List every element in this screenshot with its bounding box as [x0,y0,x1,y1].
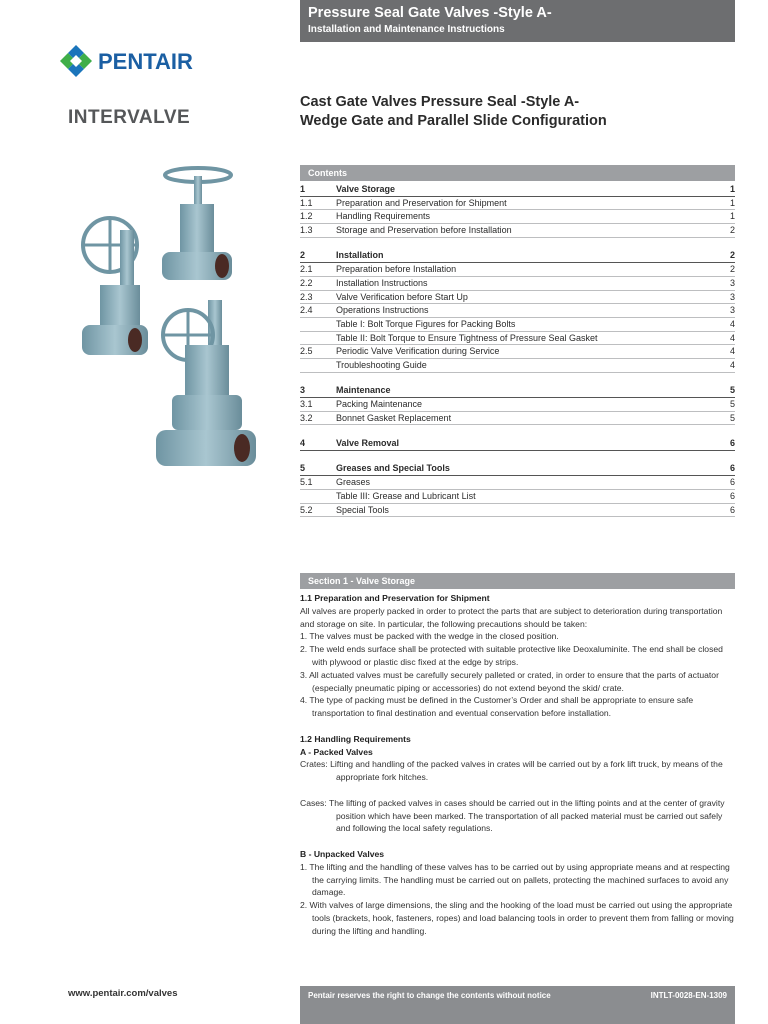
toc-num: 2.4 [300,305,313,316]
toc-page: 3 [729,305,735,316]
toc-item-row[interactable] [300,197,735,211]
toc-label: Valve Verification before Start Up [336,291,468,302]
toc-label: Preparation and Preservation for Shipment [336,197,507,208]
list-item: 2. With valves of large dimensions, the sling and the hooking of the load must be carried out using the appropriate tools (brackets, hook, fasteners, ropes) and load balancing tools in order to prevent them from falling or moving during the lifting and handling. [300,900,734,936]
toc-page: 6 [729,463,735,474]
toc-page: 2 [729,264,735,275]
gate-valve-icon [70,160,290,490]
toc-num: 2.1 [300,264,313,275]
toc-label: Maintenance [336,385,391,396]
logo-text: PENTAIR [98,49,193,74]
toc-item-row[interactable] [300,490,735,504]
section1-heading-bar [300,573,735,589]
toc-page: 4 [729,318,735,329]
toc-page: 3 [729,291,735,302]
toc-num: 5.2 [300,504,313,515]
contents-heading-bar [300,165,735,181]
toc-num: 4 [300,438,306,449]
document-title-line2: Wedge Gate and Parallel Slide Configuration [300,113,607,129]
subsection-title: 1.2 Handling Requirements [300,733,411,744]
toc-item-row[interactable] [300,263,735,277]
toc-section-row[interactable] [300,437,735,451]
toc-label: Periodic Valve Verification during Service [336,346,500,357]
toc-item-row[interactable] [300,224,735,238]
toc-item-row[interactable] [300,345,735,359]
list-item: 1. The lifting and the handling of these valves has to be carried out by using appropriate means and at respecting the carrying limits. The handling must be carried out on pallets, protecting the machined surfaces to avoid any damage. [300,861,730,898]
subsection-subtitle: B - Unpacked Valves [300,848,385,859]
toc-item-row[interactable] [300,318,735,332]
toc-label: Troubleshooting Guide [336,359,427,370]
toc-num: 2.2 [300,277,313,288]
header-title: Pressure Seal Gate Valves -Style A- [308,5,552,21]
list-item: 1. The valves must be packed with the wedge in the closed position. [300,631,559,642]
pentair-diamond-logo-icon [58,40,228,82]
toc-num: 1 [300,184,306,194]
header-subtitle: Installation and Maintenance Instructions [308,24,505,35]
toc-label: Table I: Bolt Torque Figures for Packing Bolts [336,318,516,329]
toc-item-row[interactable] [300,304,735,318]
toc-label: Installation Instructions [336,277,428,288]
toc-item-row[interactable] [300,359,735,373]
toc-label: Packing Maintenance [336,399,423,409]
toc-section-row[interactable] [300,249,735,263]
toc-label: Bonnet Gasket Replacement [336,412,452,423]
toc-item-row[interactable] [300,412,735,426]
toc-item-row[interactable] [300,398,735,412]
toc-item-row[interactable] [300,210,735,224]
toc-item-row[interactable] [300,291,735,305]
toc-page: 1 [729,184,735,194]
toc-label: Greases [336,477,371,488]
document-title-line1: Cast Gate Valves Pressure Seal -Style A- [300,94,580,110]
toc-label: Valve Storage [336,184,396,194]
toc-page: 4 [729,346,735,357]
toc-label: Table III: Grease and Lubricant List [336,490,476,501]
toc-item-row[interactable] [300,277,735,291]
toc-label: Greases and Special Tools [336,463,450,474]
toc-section-row[interactable] [300,384,735,398]
toc-label: Operations Instructions [336,305,429,316]
header-bar [300,0,735,42]
contents-heading: Contents [308,168,347,178]
toc-label: Handling Requirements [336,211,431,222]
toc-item-row[interactable] [300,476,735,490]
footer-notice: Pentair reserves the right to change the contents without notice [308,991,551,1000]
toc-num: 1.2 [300,211,313,222]
toc-item-row[interactable] [300,332,735,346]
footer-bar [300,986,735,1024]
section1-heading: Section 1 - Valve Storage [308,576,416,586]
toc-page: 3 [729,277,735,288]
toc-page: 4 [729,359,735,370]
toc-page: 6 [729,477,735,488]
toc-num: 2.3 [300,291,313,302]
footer-url-link[interactable]: www.pentair.com/valves [68,988,178,999]
toc-page: 5 [729,385,735,396]
pentair-logo [58,40,228,82]
toc-label: Valve Removal [336,438,400,449]
paragraph-crates: Crates: Lifting and handling of the packed valves in crates will be carried out by a fork lift truck, by means of the appropriate fork hitches. [300,759,723,783]
subsection-title: 1.1 Preparation and Preservation for Shipment [300,593,490,603]
toc-label: Special Tools [336,504,389,515]
toc-num: 2.5 [300,346,313,357]
toc-num: 3 [300,385,306,396]
toc-page: 5 [729,399,735,409]
toc-num: 2 [300,250,306,261]
subsection-subtitle: A - Packed Valves [300,746,373,757]
toc-num: 5 [300,463,306,474]
toc-page: 4 [729,332,735,343]
toc-section-row[interactable] [300,183,735,197]
toc-item-row[interactable] [300,504,735,518]
toc-num: 1.1 [300,197,313,208]
toc-num: 3.1 [300,399,313,409]
toc-num: 5.1 [300,477,313,488]
toc-page: 2 [729,225,735,236]
toc-section-row[interactable] [300,462,735,476]
brand-name: INTERVALVE [68,107,191,128]
document-title [300,93,740,131]
toc-page: 6 [729,438,735,449]
toc-page: 5 [729,412,735,423]
gate-valves-illustration [70,160,290,490]
toc-page: 1 [729,197,735,208]
toc-page: 1 [729,211,735,222]
list-item: 4. The type of packing must be defined in the Customer’s Order and shall be appropriate to ensure safe transportation to final destination and eventual conservation before installation. [300,695,694,719]
toc-label: Storage and Preservation before Installation [336,225,512,236]
footer-doc-code: INTLT-0028-EN-1309 [650,991,727,1000]
list-item: 3. All actuated valves must be carefully securely palleted or crated, in order to ensure that the parts of actuator (especially pneumatic piping or accessories) do not extend beyond the skid/ crate. [300,669,719,693]
paragraph: All valves are properly packed in order to protect the parts that are subject to deterioration during transportation and storage on site. In particular, the following precautions should be taken: [300,605,723,629]
table-of-contents [300,183,735,517]
toc-page: 6 [729,490,735,501]
toc-label: Preparation before Installation [336,264,457,275]
toc-label: Table II: Bolt Torque to Ensure Tightness of Pressure Seal Gasket [336,332,598,343]
list-item: 2. The weld ends surface shall be protected with suitable protective like Deoxaluminite. The end shall be closed with plywood or plastic disc fixed at the edge by strips. [300,644,723,667]
paragraph-cases: Cases: The lifting of packed valves in cases should be carried out in the lifting points and at the center of gravity position which have been marked. The transportation of all packed material must be carried out safely and following the local safety regulations. [300,797,725,834]
toc-label: Installation [336,250,384,261]
toc-page: 2 [729,250,735,261]
section1-body [300,592,736,938]
toc-num: 3.2 [300,412,313,423]
toc-page: 6 [729,504,735,515]
toc-num: 1.3 [300,225,313,236]
